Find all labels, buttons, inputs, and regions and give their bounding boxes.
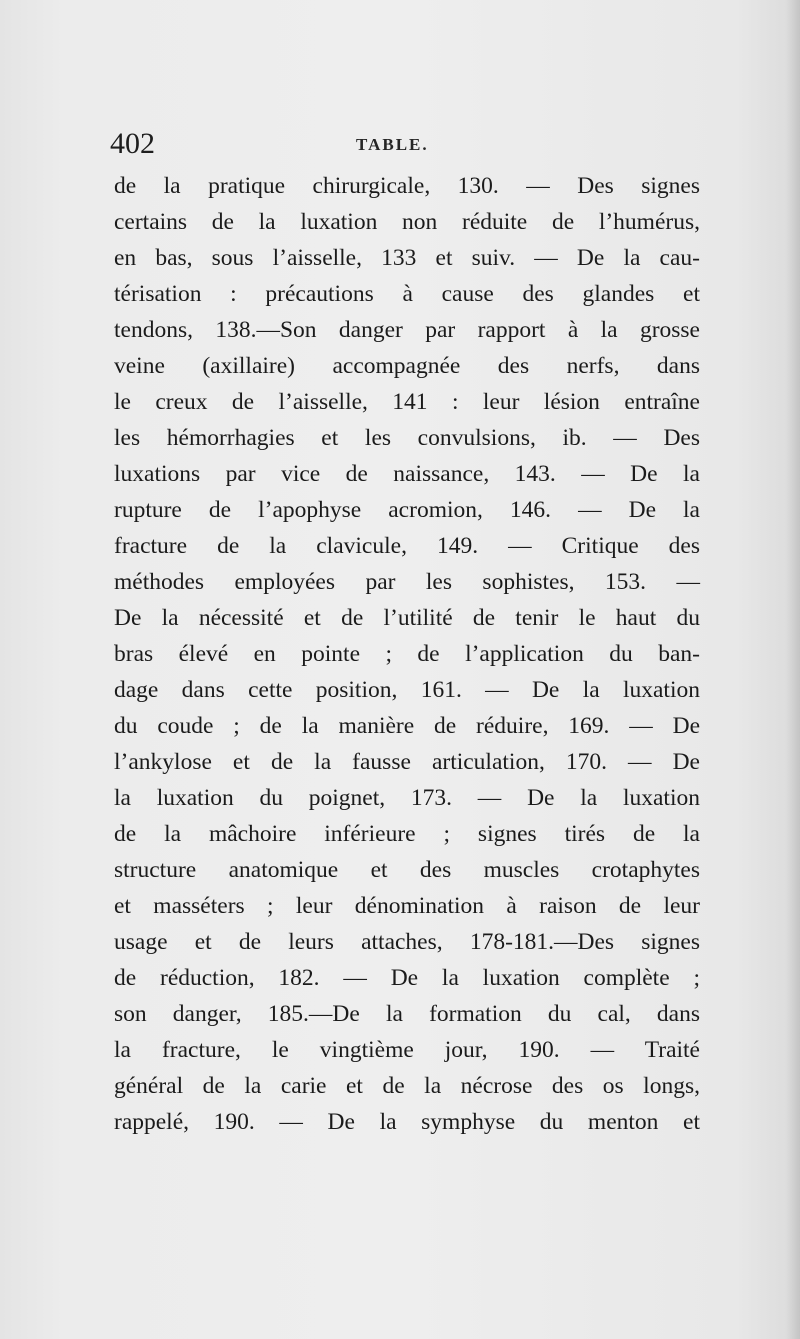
page-header — [110, 124, 700, 164]
text-line: veine (axillaire) accompagnée des nerfs, dans — [114, 353, 700, 379]
text-line: rappelé, 190. — De la symphyse du menton et — [114, 1109, 700, 1135]
text-line: tendons, 138.—Son danger par rapport à la grosse — [114, 317, 700, 343]
text-line: de la pratique chirurgicale, 130. — Des signes — [114, 173, 700, 199]
text-line: méthodes employées par les sophistes, 153. — — [114, 569, 700, 595]
text-line: général de la carie et de la nécrose des os longs, — [114, 1073, 700, 1099]
text-line: De la nécessité et de l’utilité de tenir le haut du — [114, 605, 700, 631]
text-line: fracture de la clavicule, 149. — Critique des — [114, 533, 700, 559]
text-line: luxations par vice de naissance, 143. — De la — [114, 461, 700, 487]
page-edge-shadow — [786, 0, 800, 1339]
text-line: de réduction, 182. — De la luxation complète ; — [114, 965, 700, 991]
running-head: TABLE. — [356, 135, 429, 154]
text-line: les hémorrhagies et les convulsions, ib. — Des — [114, 425, 700, 451]
text-line: en bas, sous l’aisselle, 133 et suiv. — De la cau- — [114, 245, 700, 271]
text-line: térisation : précautions à cause des glandes et — [114, 281, 700, 307]
text-line: de la mâchoire inférieure ; signes tirés de la — [114, 821, 700, 847]
index-text-block — [114, 168, 700, 1140]
text-line: l’ankylose et de la fausse articulation, 170. — De — [114, 749, 700, 775]
text-line: rupture de l’apophyse acromion, 146. — De la — [114, 497, 700, 523]
text-line: et masséters ; leur dénomination à raison de leur — [114, 893, 700, 919]
page-number: 402 — [110, 127, 155, 160]
text-line: du coude ; de la manière de réduire, 169. — De — [114, 713, 700, 739]
text-line: certains de la luxation non réduite de l’humérus, — [114, 209, 700, 235]
text-line: usage et de leurs attaches, 178-181.—Des signes — [114, 929, 700, 955]
text-line: structure anatomique et des muscles crotaphytes — [114, 857, 700, 883]
text-line: son danger, 185.—De la formation du cal, dans — [114, 1001, 700, 1027]
text-line: bras élevé en pointe ; de l’application du ban- — [114, 641, 700, 667]
text-line: la luxation du poignet, 173. — De la luxation — [114, 785, 700, 811]
text-line: la fracture, le vingtième jour, 190. — Traité — [114, 1037, 700, 1063]
text-line: dage dans cette position, 161. — De la luxation — [114, 677, 700, 703]
text-line: le creux de l’aisselle, 141 : leur lésion entraîne — [114, 389, 700, 415]
